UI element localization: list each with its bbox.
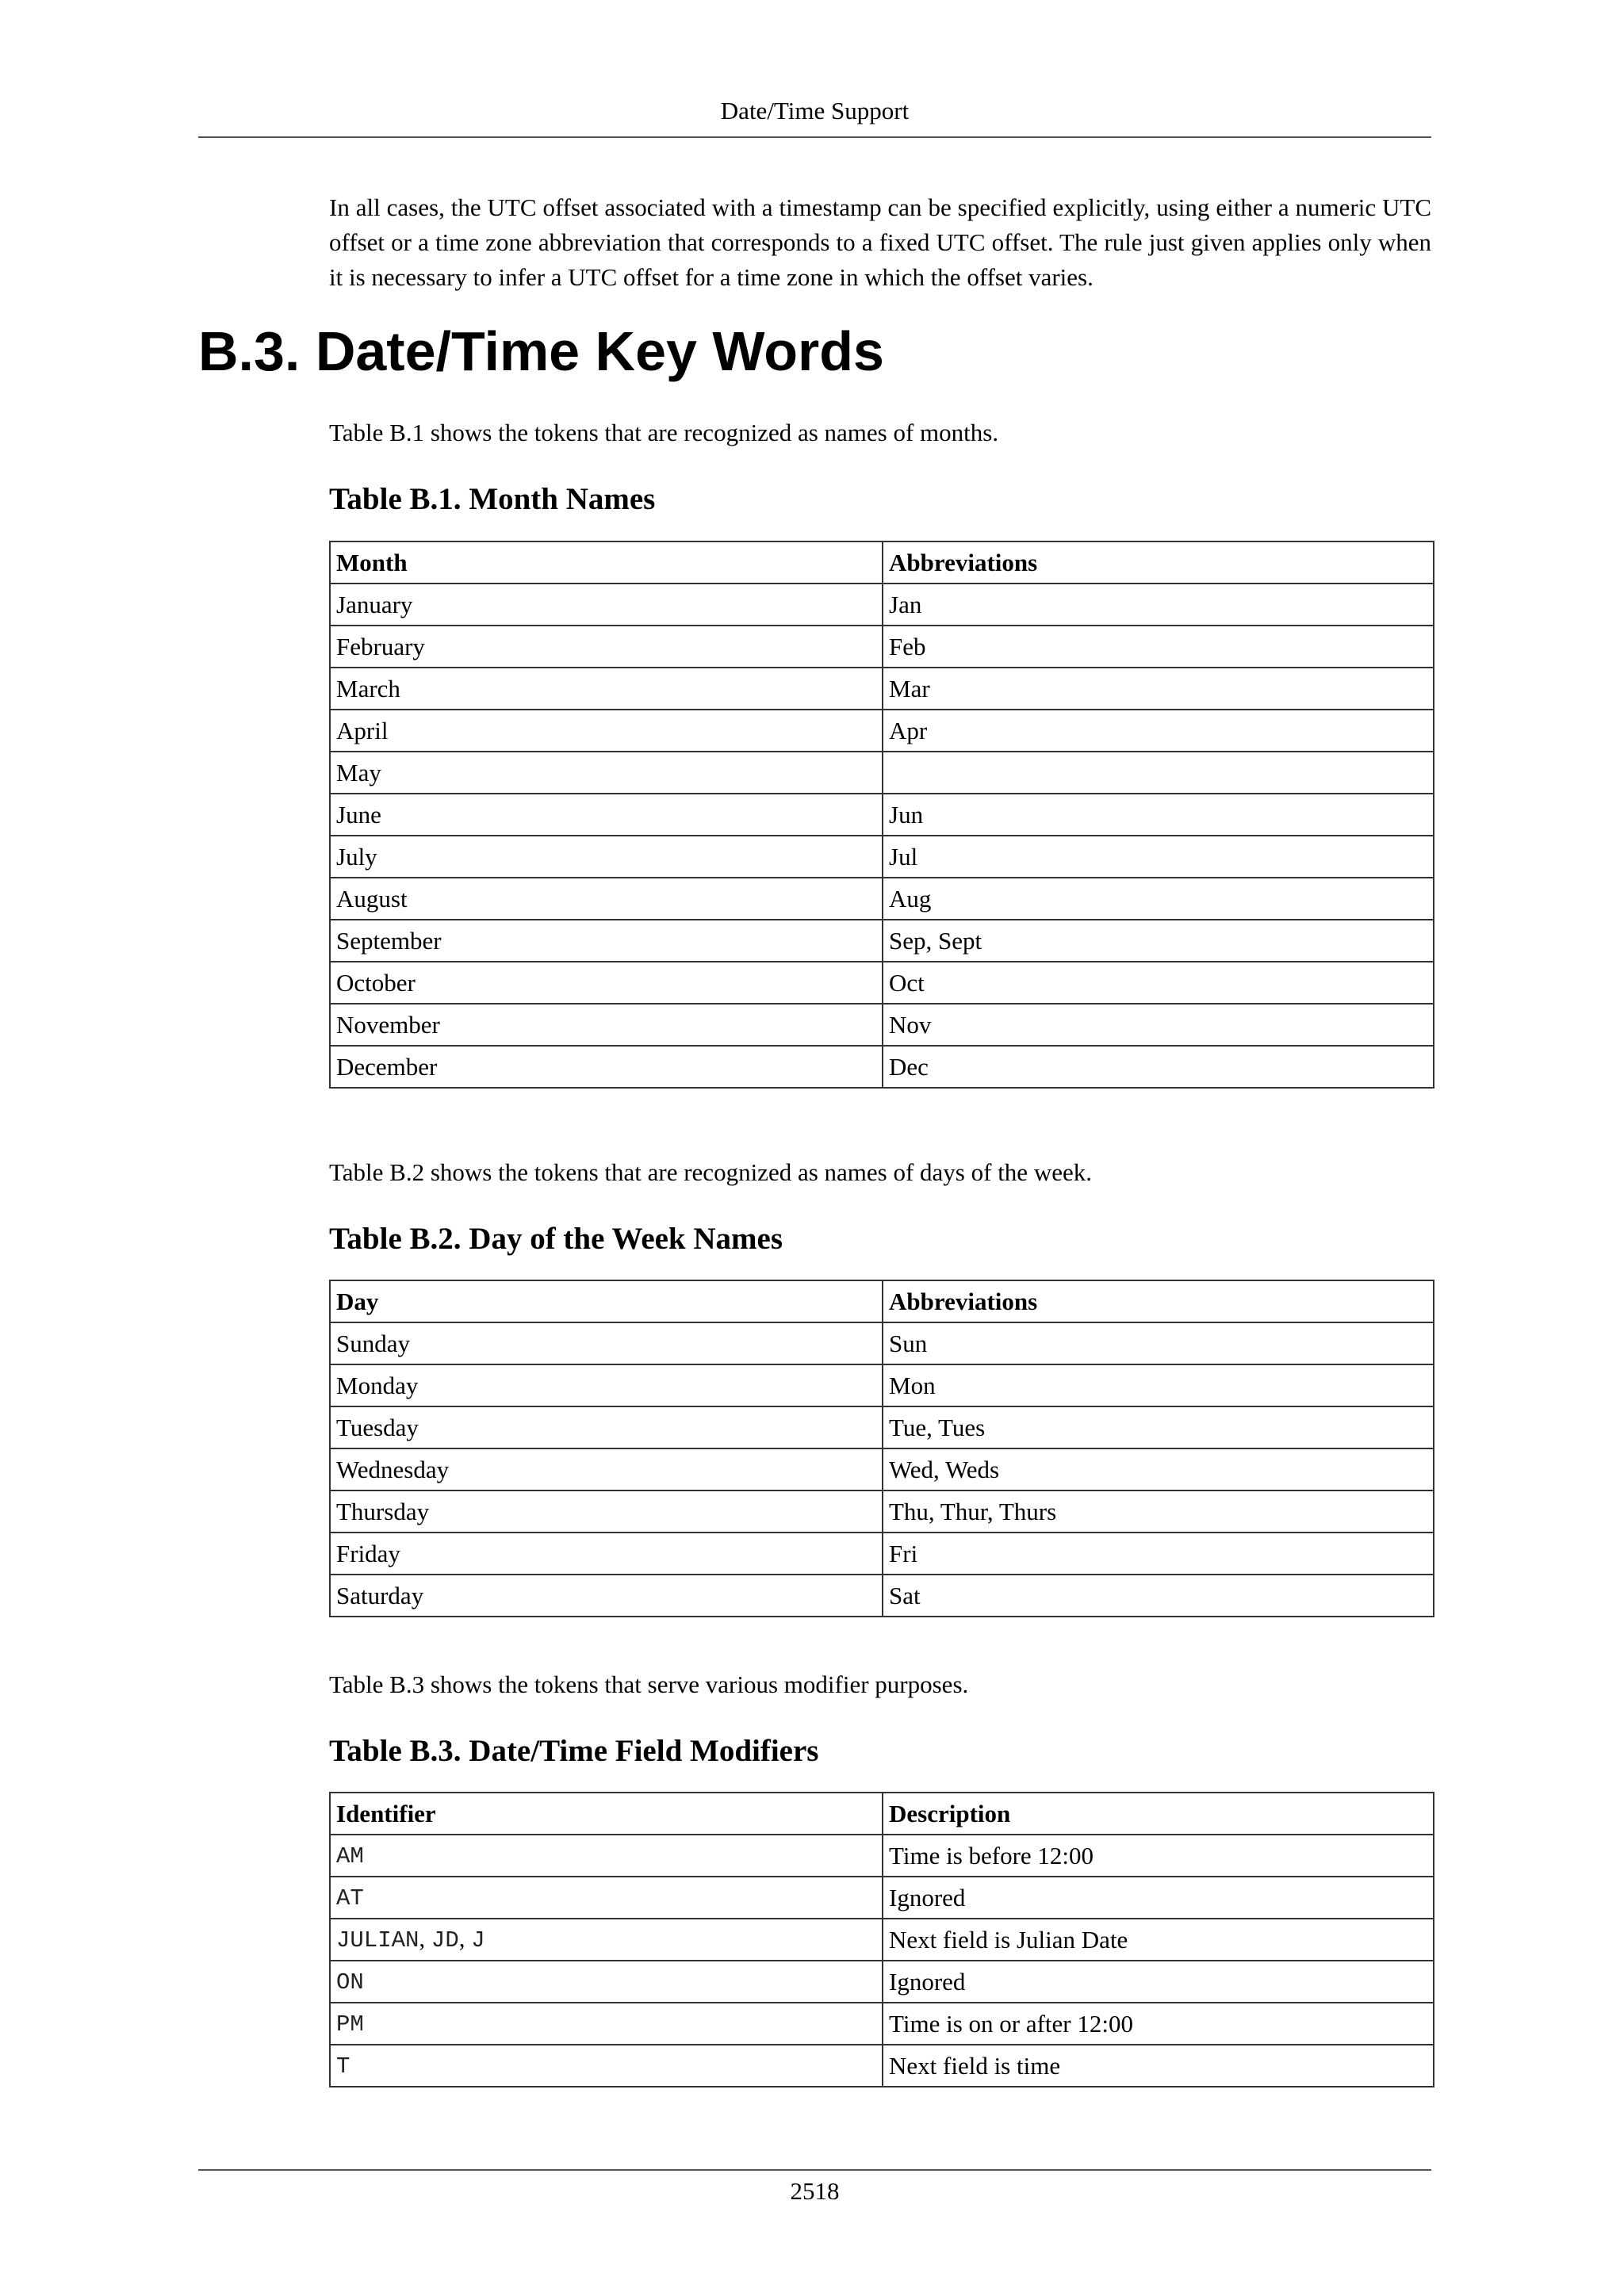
table-cell-abbreviations: Dec [883,1046,1434,1088]
table-header-row [330,1280,1434,1322]
table-cell-name: Saturday [330,1575,883,1617]
table-row [330,878,1434,920]
identifier-token: AM [336,1843,364,1869]
running-header: Date/Time Support [720,97,910,124]
identifier-token: PM [336,2011,364,2038]
identifier-token: JULIAN [336,1927,419,1954]
table-cell-identifier [330,2003,883,2045]
table-row [330,920,1434,962]
table-row [330,1448,1434,1490]
modifier-table-title: Table B.3. Date/Time Field Modifiers [329,1734,819,1768]
table-cell-description: Ignored [883,1877,1434,1919]
table-cell-abbreviations: Jun [883,794,1434,836]
table-cell-name: June [330,794,883,836]
table-row [330,794,1434,836]
table-cell-abbreviations: Mar [883,668,1434,710]
table-row [330,1533,1434,1575]
table-cell-name: November [330,1004,883,1046]
table-cell-identifier [330,2045,883,2087]
table-cell-name: October [330,962,883,1004]
table-cell-abbreviations [883,752,1434,794]
table-cell-name: May [330,752,883,794]
table-cell-abbreviations: Jan [883,584,1434,626]
day-table-lead: Table B.2 shows the tokens that are recognized as names of days of the week. [329,1158,1092,1186]
table-row [330,752,1434,794]
table-cell-description: Next field is Julian Date [883,1919,1434,1961]
day-names-table [329,1280,1434,1617]
table-cell-abbreviations: Mon [883,1364,1434,1406]
modifier-table-lead: Table B.3 shows the tokens that serve various modifier purposes. [329,1670,969,1698]
table-cell-name: Wednesday [330,1448,883,1490]
table-cell-abbreviations: Fri [883,1533,1434,1575]
table-cell-identifier [330,1835,883,1877]
table-cell-abbreviations: Apr [883,710,1434,752]
table-cell-name: January [330,584,883,626]
table-cell-abbreviations: Aug [883,878,1434,920]
table-header-row [330,541,1434,584]
identifier-token: JD [431,1927,459,1954]
table-row [330,584,1434,626]
table-cell-name: Sunday [330,1322,883,1364]
month-table-lead: Table B.1 shows the tokens that are recognized as names of months. [329,419,999,446]
identifier-token: T [336,2053,350,2080]
table-row [330,1364,1434,1406]
month-names-table [329,541,1434,1089]
table-cell-abbreviations: Wed, Weds [883,1448,1434,1490]
table-row [330,626,1434,668]
table-row [330,1004,1434,1046]
table-cell-identifier [330,1961,883,2003]
field-modifiers-table [329,1792,1434,2087]
column-header-description: Description [883,1793,1434,1835]
table-cell-abbreviations: Oct [883,962,1434,1004]
column-header-identifier: Identifier [330,1793,883,1835]
table-cell-name: March [330,668,883,710]
intro-paragraph: In all cases, the UTC offset associated with a timestamp can be specified explicitly, using either a numeric UTC offset or a time zone abbreviation that corresponds to a fixed UTC offset. The rule just given applies only when it is necessary to infer a UTC offset for a time zone in which the offset varies. [329,193,1431,291]
table-row [330,710,1434,752]
table-row [330,1406,1434,1448]
page-number: 2518 [790,2177,840,2205]
column-header-day: Day [330,1280,883,1322]
table-row [330,1919,1434,1961]
table-row [330,1835,1434,1877]
table-cell-abbreviations: Nov [883,1004,1434,1046]
table-row [330,1877,1434,1919]
table-row [330,1575,1434,1617]
footer-rule [198,2169,1431,2171]
table-cell-abbreviations: Tue, Tues [883,1406,1434,1448]
table-cell-identifier [330,1877,883,1919]
column-header-abbreviations: Abbreviations [883,1280,1434,1322]
table-cell-abbreviations: Feb [883,626,1434,668]
table-row [330,836,1434,878]
table-cell-description: Time is on or after 12:00 [883,2003,1434,2045]
table-row [330,668,1434,710]
table-cell-name: Tuesday [330,1406,883,1448]
table-cell-name: August [330,878,883,920]
table-cell-name: Thursday [330,1490,883,1533]
table-cell-name: September [330,920,883,962]
table-row [330,1961,1434,2003]
table-cell-identifier: JULIAN, JD, J [330,1919,883,1961]
table-cell-name: December [330,1046,883,1088]
table-cell-description: Ignored [883,1961,1434,2003]
section-heading: B.3. Date/Time Key Words [198,320,884,382]
header-rule [198,136,1431,138]
month-table-title: Table B.1. Month Names [329,482,656,516]
table-cell-abbreviations: Jul [883,836,1434,878]
column-header-abbreviations: Abbreviations [883,541,1434,584]
table-row [330,2003,1434,2045]
column-header-month: Month [330,541,883,584]
table-cell-name: April [330,710,883,752]
table-cell-abbreviations: Sep, Sept [883,920,1434,962]
table-cell-name: Friday [330,1533,883,1575]
table-cell-abbreviations: Sun [883,1322,1434,1364]
identifier-token: ON [336,1969,364,1996]
table-header-row [330,1793,1434,1835]
table-cell-description: Next field is time [883,2045,1434,2087]
table-row [330,1490,1434,1533]
table-cell-abbreviations: Sat [883,1575,1434,1617]
table-cell-abbreviations: Thu, Thur, Thurs [883,1490,1434,1533]
table-row [330,962,1434,1004]
table-cell-name: July [330,836,883,878]
table-cell-name: Monday [330,1364,883,1406]
day-table-title: Table B.2. Day of the Week Names [329,1222,783,1256]
table-row [330,2045,1434,2087]
table-cell-description: Time is before 12:00 [883,1835,1434,1877]
table-row [330,1046,1434,1088]
identifier-token: AT [336,1885,364,1911]
table-cell-name: February [330,626,883,668]
table-row [330,1322,1434,1364]
identifier-token: J [471,1927,485,1954]
